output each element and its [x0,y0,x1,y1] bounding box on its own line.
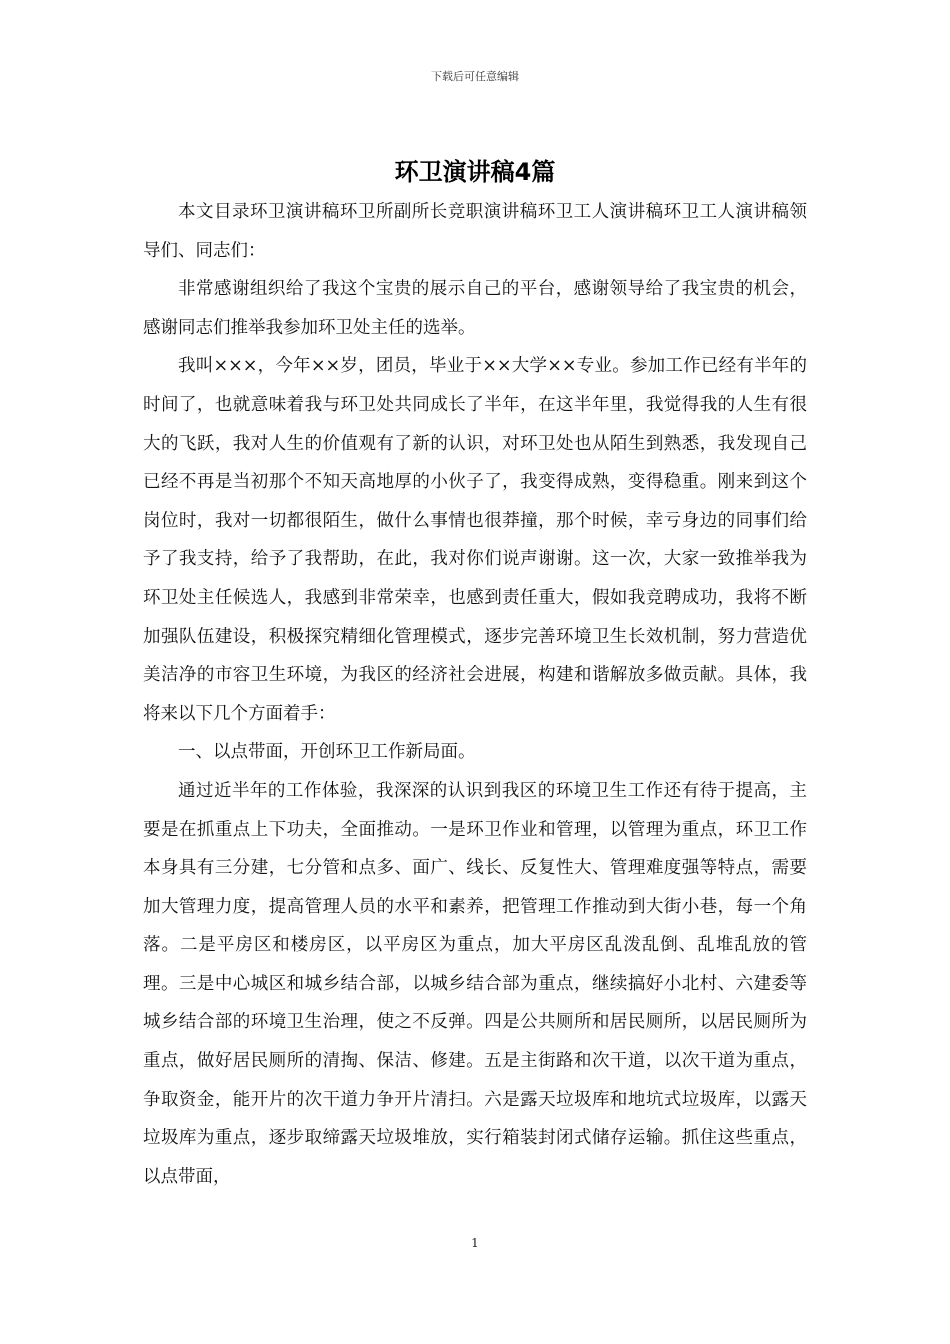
paragraph-thanks: 非常感谢组织给了我这个宝贵的展示自己的平台，感谢领导给了我宝贵的机会，感谢同志们推举我参加环卫处主任的选举。 [143,279,807,338]
document-body [143,193,807,1196]
section-heading-1: 一、以点带面，开创环卫工作新局面。 [178,742,476,763]
paragraph-section-1-body: 通过近半年的工作体验，我深深的认识到我区的环境卫生工作还有待于提高，主要是在抓重点上下功夫，全面推动。一是环卫作业和管理，以管理为重点，环卫工作本身具有三分建，七分管和点多、面广、线长、反复性大、管理难度强等特点，需要加大管理力度，提高管理人员的水平和素养，把管理工作推动到大街小巷，每一个角落。二是平房区和楼房区，以平房区为重点，加大平房区乱泼乱倒、乱堆乱放的管理。三是中心城区和城乡结合部，以城乡结合部为重点，继续搞好小北村、六建委等城乡结合部的环境卫生治理，使之不反弹。四是公共厕所和居民厕所，以居民厕所为重点，做好居民厕所的清掏、保洁、修建。五是主街路和次干道，以次干道为重点，争取资金，能开片的次干道力争开片清扫。六是露天垃圾库和地坑式垃圾库，以露天垃圾库为重点，逐步取缔露天垃圾堆放，实行箱装封闭式储存运输。抓住这些重点，以点带面， [143,780,807,1187]
header-note: 下载后可任意编辑 [431,70,519,83]
page-number: 1 [471,1236,479,1250]
paragraph-self-intro: 我叫×××，今年××岁，团员，毕业于××大学××专业。参加工作已经有半年的时间了，也就意味着我与环卫处共同成长了半年，在这半年里，我觉得我的人生有很大的飞跃，我对人生的价值观有了新的认识，对环卫处也从陌生到熟悉，我发现自己已经不再是当初那个不知天高地厚的小伙子了，我变得成熟，变得稳重。刚来到这个岗位时，我对一切都很陌生，做什么事情也很莽撞，那个时候，幸亏身边的同事们给予了我支持，给予了我帮助，在此，我对你们说声谢谢。这一次，大家一致推举我为环卫处主任候选人，我感到非常荣幸，也感到责任重大，假如我竞聘成功，我将不断加强队伍建设，积极探究精细化管理模式，逐步完善环境卫生长效机制，努力营造优美洁净的市容卫生环境，为我区的经济社会进展，构建和谐解放多做贡献。具体，我将来以下几个方面着手： [143,356,807,724]
paragraph-toc-greeting: 本文目录环卫演讲稿环卫所副所长竞职演讲稿环卫工人演讲稿环卫工人演讲稿领导们、同志们： [143,202,807,261]
document-title: 环卫演讲稿4篇 [394,158,556,186]
